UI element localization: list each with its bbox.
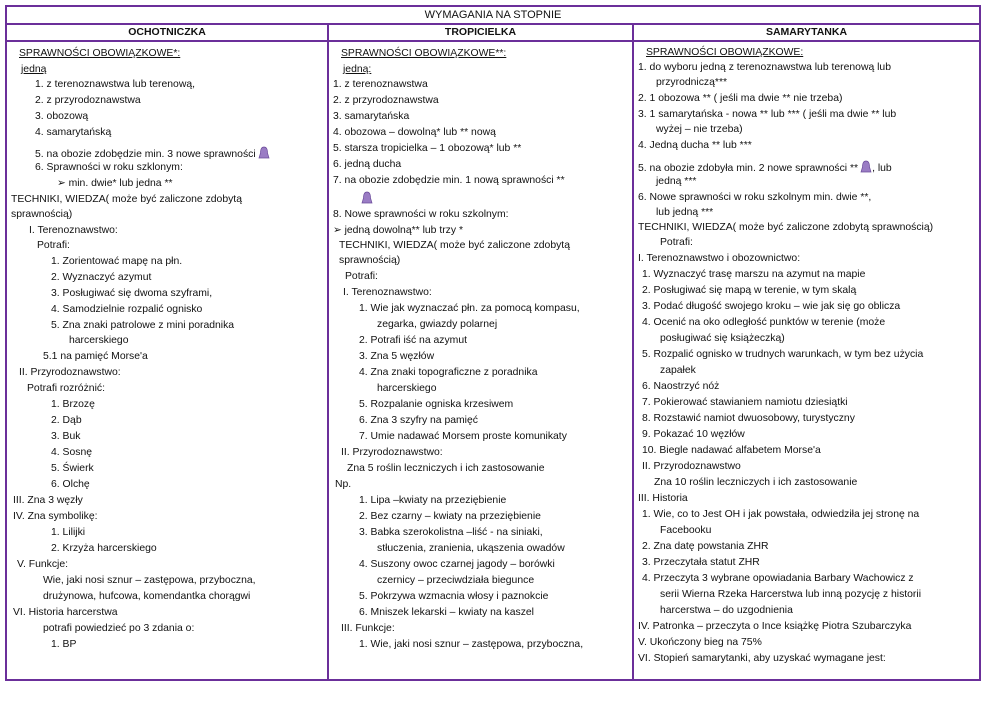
col3-line: 2. 1 obozowa ** ( jeśli ma dwie ** nie trzeba) [638, 93, 843, 104]
col1-line: harcerskiego [69, 335, 129, 346]
col1-line: III. Zna 3 węzły [13, 495, 83, 506]
col2-line: 6. Zna 3 szyfry na pamięć [359, 415, 478, 426]
col2-line [359, 191, 373, 206]
col2-line: TECHNIKI, WIEDZA( może być zaliczone zdobytą [339, 240, 570, 251]
col2-line: 1. z terenoznawstwa [333, 79, 428, 90]
col1-line: 2. Dąb [51, 415, 82, 426]
col1-line: 3. obozową [35, 111, 89, 122]
col1-line: Wie, jaki nosi sznur – zastępowa, przyboczna, [43, 575, 256, 586]
col1-line: IV. Zna symbolikę: [13, 511, 98, 522]
col1-line: I. Terenoznawstwo: [29, 225, 118, 236]
col3-line: IV. Patronka – przeczyta o Ince książkę Piotra Szubarczyka [638, 621, 912, 632]
col3-line: 3. Przeczytała statut ZHR [642, 557, 760, 568]
col2-line: 4. Zna znaki topograficzne z poradnika [359, 367, 538, 378]
col3-line: 3. Podać długość swojego kroku – wie jak się go oblicza [642, 301, 901, 312]
badge-icon [361, 191, 373, 205]
col2-line: SPRAWNOŚCI OBOWIĄZKOWE**: [341, 48, 507, 59]
col3-line: 2. Posługiwać się mapą w terenie, w tym skalą [642, 285, 857, 296]
col2-line: 2. Bez czarny – kwiaty na przeziębienie [359, 511, 541, 522]
col3-line: 1. Wyznaczyć trasę marszu na azymut na mapie [642, 269, 866, 280]
col3-line: przyrodniczą*** [656, 77, 728, 88]
col2-line: sprawnością) [339, 255, 401, 266]
col3-line: 6. Nowe sprawności w roku szkolnym min. dwie **, [638, 192, 872, 203]
col3-line: SPRAWNOŚCI OBOWIĄZKOWE: [646, 47, 804, 58]
col2-line: 6. Mniszek lekarski – kwiaty na kaszel [359, 607, 534, 618]
col2-line: harcerskiego [377, 383, 437, 394]
col3-line: 1. Wie, co to Jest OH i jak powstała, odwiedziła jej stronę na [642, 509, 920, 520]
col3-line: 4. Ocenić na oko odległość punktów w terenie (może [642, 317, 886, 328]
col3-line: 5. Rozpalić ognisko w trudnych warunkach, w tym bez użycia [642, 349, 924, 360]
col2-line: 3. Zna 5 węzłów [359, 351, 435, 362]
col2-line: 8. Nowe sprawności w roku szkolnym: [333, 209, 509, 220]
col3-line: 3. 1 samarytańska - nowa ** lub *** ( jeśli ma dwie ** lub [638, 109, 897, 120]
col1-line: 5.1 na pamięć Morse'a [43, 351, 148, 362]
col1-line: jedną [21, 64, 47, 75]
col3-line: 4. Przeczyta 3 wybrane opowiadania Barbary Wachowicz z [642, 573, 914, 584]
badge-icon [258, 146, 270, 160]
col1-line: 2. Krzyża harcerskiego [51, 543, 157, 554]
col1-line: 4. samarytańską [35, 127, 112, 138]
col1-line: ➢ min. dwie* lub jedna ** [57, 178, 173, 189]
column-ochotniczka [7, 42, 329, 679]
col1-line: potrafi powiedzieć po 3 zdania o: [43, 623, 195, 634]
col3-line: 4. Jedną ducha ** lub *** [638, 140, 752, 151]
col1-line: VI. Historia harcerstwa [13, 607, 118, 618]
col2-line: ➢ jedną dowolną** lub trzy * [333, 225, 464, 236]
header-tropicielka: TROPICIELKA [329, 25, 634, 40]
col1-line: SPRAWNOŚCI OBOWIĄZKOWE*: [19, 48, 181, 59]
col2-line: 1. Lipa –kwiaty na przeziębienie [359, 495, 507, 506]
col1-line: sprawnością) [11, 209, 73, 220]
col1-line: 1. Lilijki [51, 527, 86, 538]
col1-line: 4. Sosnę [51, 447, 93, 458]
col3-line: Potrafi: [660, 237, 693, 248]
badge-icon [860, 160, 872, 174]
col3-line: TECHNIKI, WIEDZA( może być zaliczone zdobytą sprawnością) [638, 222, 934, 233]
col3-line: posługiwać się książeczką) [660, 333, 785, 344]
col3-line: 8. Rozstawić namiot dwuosobowy, turystyczny [642, 413, 855, 424]
col1-line: 1. BP [51, 639, 77, 650]
header-ochotniczka: OCHOTNICZKA [7, 25, 329, 40]
col3-line: 10. Biegle nadawać alfabetem Morse'a [642, 445, 821, 456]
col2-line: Zna 5 roślin leczniczych i ich zastosowanie [347, 463, 545, 474]
col3-line: wyżej – nie trzeba) [656, 124, 743, 135]
col2-line: 5. starsza tropicielka – 1 obozową* lub ** [333, 143, 522, 154]
col1-line: drużynowa, hufcowa, komendantka chorągwi [43, 591, 251, 602]
col1-line: 1. Brzozę [51, 399, 95, 410]
col2-line: 3. Babka szerokolistna –liść - na siniaki, [359, 527, 543, 538]
columns [7, 42, 979, 679]
col3-line: serii Wierna Rzeka Harcerstwa lub inną pozycję z historii [660, 589, 922, 600]
col3-line: 2. Zna datę powstania ZHR [642, 541, 769, 552]
col1-line: 6. Olchę [51, 479, 90, 490]
col2-line: 3. samarytańska [333, 111, 410, 122]
col2-line: II. Przyrodoznawstwo: [341, 447, 443, 458]
col3-line: Zna 10 roślin leczniczych i ich zastosowanie [654, 477, 858, 488]
col3-line: 6. Naostrzyć nóż [642, 381, 720, 392]
col1-line: TECHNIKI, WIEDZA( może być zaliczone zdobytą [11, 194, 242, 205]
col2-line: jedną: [343, 64, 372, 75]
col1-line: 4. Samodzielnie rozpalić ognisko [51, 304, 203, 315]
col3-line: V. Ukończony bieg na 75% [638, 637, 762, 648]
col2-line: 5. Pokrzywa wzmacnia włosy i paznokcie [359, 591, 549, 602]
col2-line: I. Terenoznawstwo: [343, 287, 432, 298]
header-samarytanka: SAMARYTANKA [765, 26, 848, 38]
col2-line: 7. na obozie zdobędzie min. 1 nową sprawności ** [333, 175, 565, 186]
col1-line: 5. Zna znaki patrolowe z mini poradnika [51, 320, 235, 331]
col2-line: 2. Potrafi iść na azymut [359, 335, 467, 346]
col3-line: II. Przyrodoznawstwo [642, 461, 741, 472]
col1-line: 1. Zorientować mapę na płn. [51, 256, 183, 267]
col2-line: Potrafi: [345, 271, 378, 282]
table-title: WYMAGANIA NA STOPNIE [7, 7, 979, 25]
col1-line: 3. Buk [51, 431, 81, 442]
col1-line: Potrafi: [37, 240, 70, 251]
col1-line: 5. na obozie zdobędzie min. 3 nowe sprawności [35, 146, 270, 161]
col3-line: Facebooku [660, 525, 712, 536]
column-headers [7, 25, 979, 42]
col3-line: 7. Pokierować stawianiem namiotu dziesiątki [642, 397, 848, 408]
requirements-table [5, 5, 981, 681]
col1-line: 5. Świerk [51, 463, 94, 474]
col1-line: 6. Sprawności w roku szklonym: [35, 162, 183, 173]
col3-line: I. Terenoznawstwo i obozownictwo: [638, 253, 801, 264]
col1-line: V. Funkcje: [17, 559, 69, 570]
col2-line: 4. Suszony owoc czarnej jagody – borówki [359, 559, 555, 570]
col2-line: czernicy – przeciwdziała biegunce [377, 575, 535, 586]
col3-line: 5. na obozie zdobyła min. 2 nowe sprawności ** , lub [638, 160, 892, 175]
col2-line: 1. Wie, jaki nosi sznur – zastępowa, przyboczna, [359, 639, 584, 650]
col2-line: zegarka, gwiazdy polarnej [377, 319, 498, 330]
col3-line: jedną *** [656, 176, 697, 187]
column-tropicielka [329, 42, 634, 679]
col2-line: III. Funkcje: [341, 623, 395, 634]
col3-line: lub jedną *** [656, 207, 714, 218]
col2-line: 6. jedną ducha [333, 159, 402, 170]
col3-line: 1. do wyboru jedną z terenoznawstwa lub terenową lub [638, 62, 891, 73]
col3-line: VI. Stopień samarytanki, aby uzyskać wymagane jest: [638, 653, 886, 664]
col2-line: 7. Umie nadawać Morsem proste komunikaty [359, 431, 567, 442]
col3-line: zapałek [660, 365, 696, 376]
col3-line: III. Historia [638, 493, 688, 504]
col1-line: II. Przyrodoznawstwo: [19, 367, 121, 378]
col2-line: 1. Wie jak wyznaczać płn. za pomocą kompasu, [359, 303, 580, 314]
col3-line: harcerstwa – do uzgodnienia [660, 605, 793, 616]
col1-line: 3. Posługiwać się dwoma szyframi, [51, 288, 213, 299]
col2-line: 5. Rozpalanie ogniska krzesiwem [359, 399, 514, 410]
col2-line: 2. z przyrodoznawstwa [333, 95, 439, 106]
col1-line: 2. Wyznaczyć azymut [51, 272, 152, 283]
col1-line: 1. z terenoznawstwa lub terenową, [35, 79, 195, 90]
column-samarytanka [634, 42, 979, 679]
col2-line: 4. obozowa – dowolną* lub ** nową [333, 127, 496, 138]
col1-line: Potrafi rozróżnić: [27, 383, 105, 394]
col3-line: 9. Pokazać 10 węzłów [642, 429, 745, 440]
col2-line: stłuczenia, zranienia, ukąszenia owadów [377, 543, 565, 554]
col1-line: 2. z przyrodoznawstwa [35, 95, 141, 106]
col2-line: Np. [335, 479, 352, 490]
